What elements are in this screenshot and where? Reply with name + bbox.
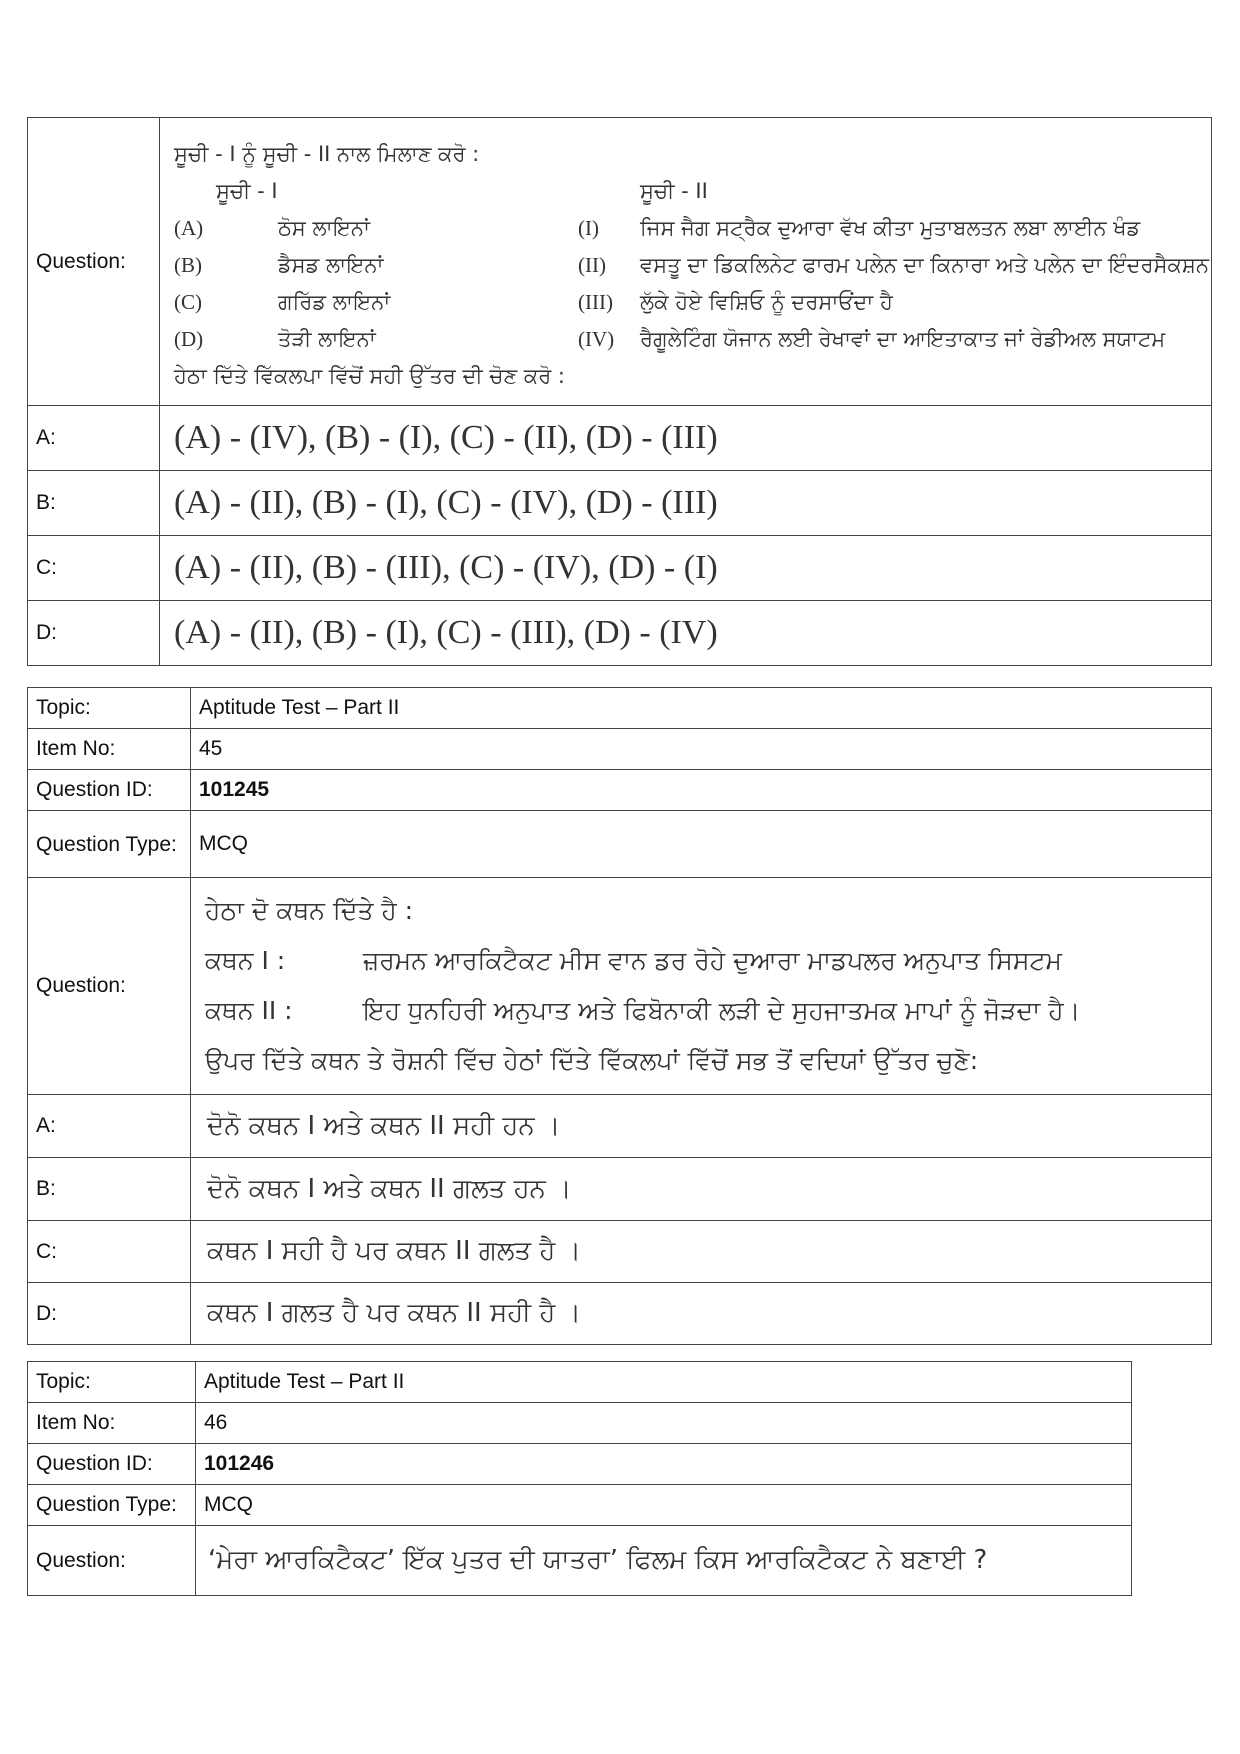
option-label-a: A: [28,1095,191,1158]
list1-value: ਤੋੜੀ ਲਾਇਨਾਂ [278,327,376,351]
question-type-label: Question Type: [28,811,191,878]
option-b: ਦੋਨੋ ਕਥਨ I ਅਤੇ ਕਥਨ II ਗਲਤ ਹਨ । [191,1158,1212,1221]
list1-key: (D) [174,327,204,351]
topic-value: Aptitude Test – Part II [191,688,1212,729]
item-label: Item No: [28,729,191,770]
list1-value: ਡੈਸਡ ਲਾਇਨਾਂ [278,253,384,277]
option-label-c: C: [28,536,160,601]
list-headers [174,173,1201,210]
list1-value: ਗਰਿੱਡ ਲਾਇਨਾਂ [278,290,391,314]
statement-2 [205,986,1207,1036]
list1-header: ਸੂਚੀ - I [216,179,278,203]
question-label: Question: [28,118,160,406]
option-label-c: C: [28,1221,191,1283]
option-label-d: D: [28,601,160,666]
list-row [174,247,1209,284]
option-d: (A) - (II), (B) - (I), (C) - (III), (D) - (IV) [160,601,1212,666]
list1-key: (C) [174,290,202,314]
item-value: 45 [191,729,1212,770]
question-body [191,878,1212,1095]
q44-table [27,117,1212,666]
option-label-b: B: [28,471,160,536]
question-intro: ਸੂਚੀ - I ਨੂੰ ਸੂਚੀ - II ਨਾਲ ਮਿਲਾਣ ਕਰੋ : [174,142,480,166]
question-id-value: 101245 [191,770,1212,811]
option-b: (A) - (II), (B) - (I), (C) - (IV), (D) - (III) [160,471,1212,536]
list2-key: (IV) [578,327,615,351]
list2-value: ਰੈਗੂਲੇਟਿੰਗ ਯੋਜਾਨ ਲਈ ਰੇਖਾਵਾਂ ਦਾ ਆਇਤਾਕਾਤ ਜਾਂ ਰੇਡੀਅਲ ਸਯਾਟਮ [640,327,1166,351]
list2-value: ਲੁੱਕੇ ਹੋਏ ਵਿਸ਼ਿਓ ਨੂੰ ਦਰਸਾਓਂਦਾ ਹੈ [640,290,893,314]
item-label: Item No: [28,1403,196,1444]
question-body [160,118,1212,406]
question-type-value: MCQ [191,811,1212,878]
item-value: 46 [196,1403,1132,1444]
list2-value: ਜਿਸ ਜੈਗ ਸਟ੍ਰੈਕ ਦੁਆਰਾ ਵੱਖ ਕੀਤਾ ਮੁਤਾਬਲਤਨ ਲਬਾ ਲਾਈਨ ਖੰਡ [640,216,1141,240]
option-label-b: B: [28,1158,191,1221]
option-a: (A) - (IV), (B) - (I), (C) - (II), (D) - (III) [160,406,1212,471]
option-d: ਕਥਨ I ਗਲਤ ਹੈ ਪਰ ਕਥਨ II ਸਹੀ ਹੈ । [191,1283,1212,1345]
topic-label: Topic: [28,1362,196,1403]
statement-1 [205,936,1207,986]
statement-2-text: ਇਹ ਧੁਨਹਿਰੀ ਅਨੁਪਾਤ ਅਤੇ ਫਿਬੋਨਾਕੀ ਲੜੀ ਦੇ ਸੁਹਜਾਤਮਕ ਮਾਪਾਂ ਨੂੰ ਜੋੜਦਾ ਹੈ। [363,996,1081,1025]
question-outro: ਉਪਰ ਦਿੱਤੇ ਕਥਨ ਤੇ ਰੋਸ਼ਨੀ ਵਿੱਚ ਹੇਠਾਂ ਦਿੱਤੇ ਵਿੱਕਲਪਾਂ ਵਿੱਚੋਂ ਸਭ ਤੋਂ ਵਦਿਯਾਂ ਉੱਤਰ ਚੁਣੋ: [205,1046,979,1075]
list2-value: ਵਸਤੂ ਦਾ ਡਿਕਲਿਨੇਟ ਫਾਰਮ ਪਲੇਨ ਦਾ ਕਿਨਾਰਾ ਅਤੇ ਪਲੇਨ ਦਾ ਇੰਦਰਸੈਕਸ਼ਨ [640,253,1209,277]
question-id-value: 101246 [196,1444,1132,1485]
list-row [174,284,1201,321]
list-row [174,210,1201,247]
option-c: (A) - (II), (B) - (III), (C) - (IV), (D) - (I) [160,536,1212,601]
question-label: Question: [28,1526,196,1596]
topic-label: Topic: [28,688,191,729]
q46-table [27,1361,1132,1596]
question-id-label: Question ID: [28,1444,196,1485]
question-label: Question: [28,878,191,1095]
statement-1-text: ਜ਼ਰਮਨ ਆਰਕਿਟੈਕਟ ਮੀਸ ਵਾਨ ਡਰ ਰੋਹੇ ਦੁਆਰਾ ਮਾਡਪਲਰ ਅਨੁਪਾਤ ਸਿਸਟਮ [363,946,1062,975]
question-id-label: Question ID: [28,770,191,811]
question-text: ‘ਮੇਰਾ ਆਰਕਿਟੈਕਟ’ ਇੱਕ ਪੁਤਰ ਦੀ ਯਾਤਰਾ’ ਫਿਲਮ ਕਿਸ ਆਰਕਿਟੈਕਟ ਨੇ ਬਣਾਈ ? [196,1526,1132,1596]
list1-key: (B) [174,253,202,277]
list2-key: (III) [578,290,613,314]
list1-key: (A) [174,216,204,240]
statement-2-label: ਕਥਨ II : [205,996,293,1025]
list1-value: ਠੋਸ ਲਾਇਨਾਂ [278,216,370,240]
option-a: ਦੋਨੋ ਕਥਨ I ਅਤੇ ਕਥਨ II ਸਹੀ ਹਨ । [191,1095,1212,1158]
question-intro: ਹੇਠਾ ਦੋ ਕਥਨ ਦਿੱਤੇ ਹੈ : [205,896,414,925]
q45-table [27,687,1212,1345]
option-label-a: A: [28,406,160,471]
list-row [174,321,1201,358]
option-c: ਕਥਨ I ਸਹੀ ਹੈ ਪਰ ਕਥਨ II ਗਲਤ ਹੈ । [191,1221,1212,1283]
statement-1-label: ਕਥਨ I : [205,946,286,975]
topic-value: Aptitude Test – Part II [196,1362,1132,1403]
question-outro: ਹੇਠਾ ਦਿੱਤੇ ਵਿੱਕਲਪਾ ਵਿੱਚੋਂ ਸਹੀ ਉੱਤਰ ਦੀ ਚੋਣ ਕਰੋ : [174,364,565,388]
question-type-value: MCQ [196,1485,1132,1526]
question-type-label: Question Type: [28,1485,196,1526]
option-label-d: D: [28,1283,191,1345]
list2-key: (I) [578,216,599,240]
list2-header: ਸੂਚੀ - II [640,179,708,203]
list2-key: (II) [578,253,606,277]
